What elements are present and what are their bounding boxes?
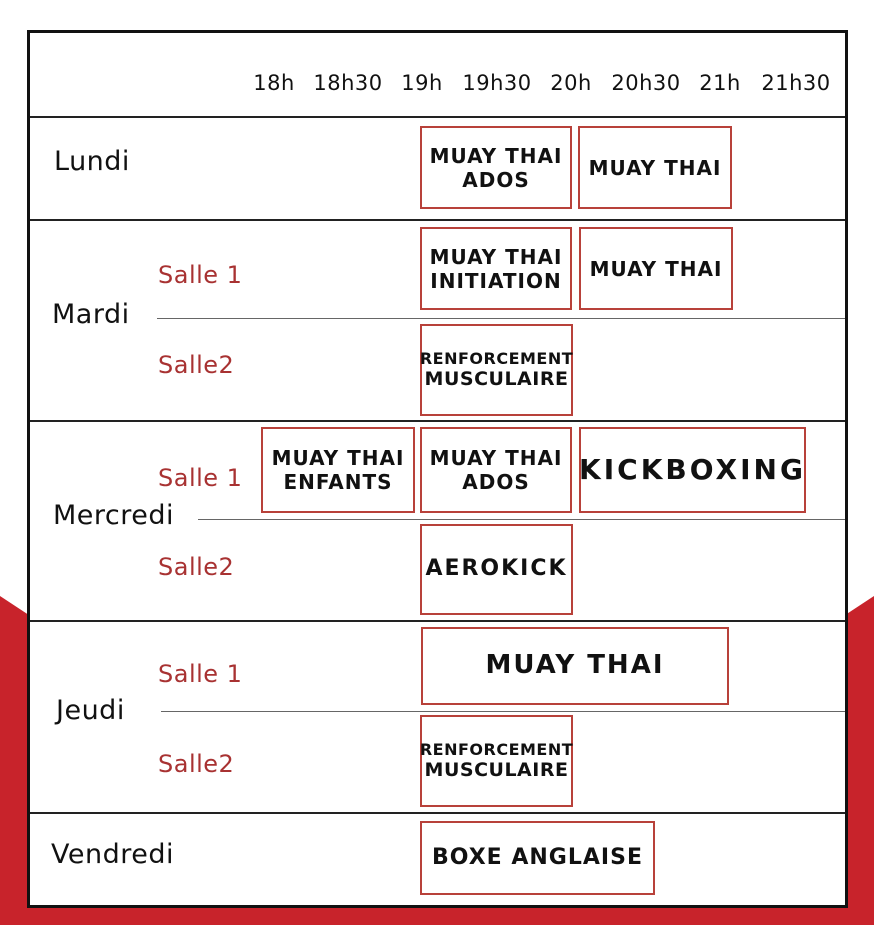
class-line: INITIATION: [430, 268, 562, 293]
room-label: Salle2: [158, 553, 235, 581]
class-line: MUSCULAIRE: [424, 759, 569, 782]
room-divider: [198, 519, 845, 520]
day-label: Lundi: [54, 146, 130, 177]
row-divider: [30, 219, 845, 221]
class-line: MUAY THAI: [429, 446, 563, 470]
class-line: MUAY THAI: [429, 244, 563, 269]
time-label: 18h: [253, 71, 295, 95]
class-block: [421, 627, 729, 705]
room-label: Salle2: [158, 351, 235, 379]
room-divider: [157, 318, 845, 319]
room-label: Salle 1: [158, 464, 243, 492]
day-label: Vendredi: [51, 839, 174, 870]
red-decoration-bottom: [0, 905, 874, 925]
class-line: MUAY THAI: [588, 155, 722, 180]
class-block: [420, 227, 572, 310]
room-divider: [161, 711, 845, 712]
row-divider: [30, 812, 845, 814]
class-line: MUAY THAI: [589, 256, 723, 281]
row-divider: [30, 420, 845, 422]
room-label: Salle2: [158, 750, 235, 778]
time-label: 18h30: [313, 71, 383, 95]
day-label: Mardi: [52, 299, 130, 330]
class-line: MUSCULAIRE: [424, 368, 569, 391]
class-block: [261, 427, 415, 513]
time-label: 20h: [550, 71, 592, 95]
class-line: ADOS: [462, 167, 530, 192]
class-block: [420, 324, 573, 416]
class-line: AEROKICK: [425, 556, 568, 582]
class-line: RENFORCEMENT: [419, 740, 574, 759]
class-block: [420, 126, 572, 209]
day-label: Mercredi: [53, 500, 175, 531]
class-line: KICKBOXING: [579, 453, 806, 487]
room-label: Salle 1: [158, 660, 243, 688]
class-block: [579, 227, 733, 310]
class-block: [578, 126, 732, 209]
class-line: MUAY THAI: [271, 446, 405, 470]
class-block: [420, 427, 572, 513]
class-line: BOXE ANGLAISE: [432, 844, 643, 870]
time-label: 21h: [699, 71, 741, 95]
row-divider: [30, 620, 845, 622]
class-block: [420, 715, 573, 807]
class-block: [420, 524, 573, 615]
time-label: 20h30: [611, 71, 681, 95]
class-block: [579, 427, 806, 513]
time-label: 21h30: [761, 71, 831, 95]
class-line: ADOS: [462, 470, 530, 494]
class-line: ENFANTS: [283, 470, 393, 494]
time-label: 19h: [401, 71, 443, 95]
class-line: MUAY THAI: [485, 650, 665, 681]
schedule-board: [27, 30, 848, 908]
time-label: 19h30: [462, 71, 532, 95]
class-block: [420, 821, 655, 895]
row-divider: [30, 116, 845, 118]
room-label: Salle 1: [158, 261, 243, 289]
day-label: Jeudi: [56, 695, 125, 726]
class-line: MUAY THAI: [429, 143, 563, 168]
class-line: RENFORCEMENT: [419, 349, 574, 368]
